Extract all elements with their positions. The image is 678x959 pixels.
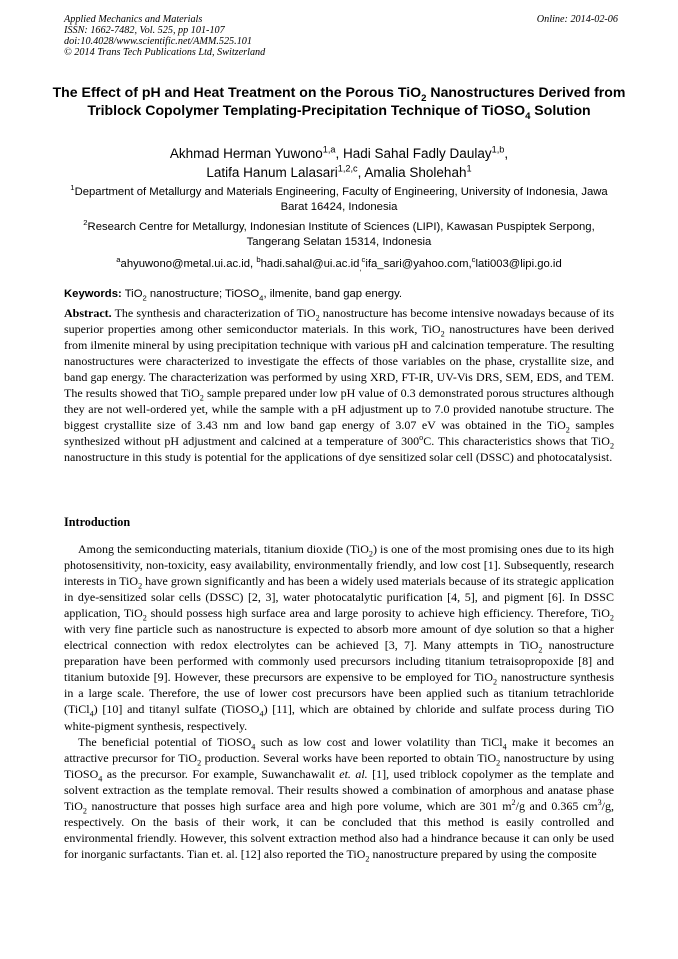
affiliation-1: $^1$Department of Metallurgy and Materials Engineering, Faculty of Engineering, University of Indonesia, Jawa Barat 16424, Indonesia (70, 183, 608, 213)
keywords-label: Keywords: (64, 288, 122, 300)
paragraph: Among the semiconducting materials, titanium dioxide (TiO$_2$) is one of the most promising ones due to its high photosensitivity, non-toxicity, easy availability, environmentally friendly, and low cost [1]. Subsequently, research interests in TiO$_2$ have grown significantly and has been a widely used materials because of its strategic application in dye-sensitized solar cells (DSSC) [2, 3], water photocatalytic purification [4, 5], and pigment [6]. In DSSC application, TiO$_2$ should possess high surface area and large porosity to achieve high efficiency. Therefore, TiO$_2$ with very fine particle such as nanostructure is expected to absorb more amount of dye solution so that a higher electrical connection with redox electrolytes can be achieved [3, 7]. Many attempts in TiO$_2$ nanostructure preparation have been performed with commonly used precursors including titanium tetraisopropoxide [8] and titanium butoxide [9]. However, these precursors are expensive to be employed for TiO$_2$ nanostructure synthesis in a large scale. Therefore, the use of lower cost precursors have been applied such as titanium tetrachloride (TiCl$_4$) [10] and titanyl sulfate (TiOSO$_4$) [11], which are obtained by chloride and sulfate process during TiO white-pigment synthesis, respectively. (64, 542, 615, 733)
online-date: Online: 2014-02-06 (536, 14, 618, 25)
issn-line: ISSN: 1662-7482, Vol. 525, pp 101-107 (64, 25, 225, 36)
email-link[interactable]: ahyuwono@metal.ui.ac.id, (120, 258, 257, 270)
author-name: Akhmad Herman Yuwono (169, 146, 323, 161)
section-heading-introduction: Introduction (64, 515, 131, 529)
abstract-label: Abstract. (64, 306, 112, 320)
copyright-line: © 2014 Trans Tech Publications Ltd, Switzerland (64, 47, 266, 58)
author-name: Hadi Sahal Fadly Daulay (343, 146, 492, 161)
author-name: Amalia Sholehah (364, 165, 467, 180)
author-emails: $^a$ahyuwono@metal.ui.ac.id, $^bhadi.sahal@ui.ac.id_,^cifa\_sari@yahoo.com,^clati003@lipi.go.id$ (116, 255, 562, 273)
paper-title: The Effect of pH and Heat Treatment on the Porous TiO$_2$ Nanostructures Derived from Triblock Copolymer Templating-Precipitation Technique of TiOSO$_4$ Solution (52, 84, 626, 122)
doi-line: doi:10.4028/www.scientific.net/AMM.525.101 (64, 36, 252, 47)
journal-name: Applied Mechanics and Materials (64, 14, 203, 25)
journal-header (64, 14, 618, 58)
affiliation-2: $^2$Research Centre for Metallurgy, Indonesian Institute of Sciences (LIPI), Kawasan Puspiptek Serpong, Tangerang Selatan 15314, Indonesia (83, 218, 595, 248)
abstract: Abstract. The synthesis and characterization of TiO$_2$ nanostructure has become intensive nowadays because of its superior properties among other semiconductor materials. In this work, TiO$_2$ nanostructures have been derived from ilmenite mineral by using precipitation technique with various pH and calcination temperature. The resulting nanostructures were characterized to investigate the effects of those variables on the phase, crystallite size, and band gap energy. The characterization was performed by using XRD, FT-IR, UV-Vis DRS, SEM, EDS, and TEM. The results showed that TiO$_2$ sample prepared under low pH value of 0.3 demonstrated porous structures although they are not well-ordered yet, while the sample with a pH adjustment up to 7.0 provided nanotube structure. The biggest crystallite size of 3.43 nm and low band gap energy of 3.07 eV was obtained in the TiO$_2$ samples synthesized without pH adjustment and calcined at a temperature of 300$^o$C. This characteristics shows that TiO$_2$ nanostructure in this study is potential for the applications of dye sensitized solar cell (DSSC) and photocatalysist. (64, 306, 615, 465)
author-list: Akhmad Herman Yuwono$^{1,a}$, Hadi Sahal Fadly Daulay$^{1,b}$, Latifa Hanum Lalasari$^{1,2,c}$, Amalia Sholehah$^1$ (169, 144, 509, 180)
paragraph: The beneficial potential of TiOSO$_4$ such as low cost and lower volatility than TiCl$_4$ make it becomes an attractive precursor for TiO$_2$ production. Several works have been reported to obtain TiO$_2$ nanostructure by using TiOSO$_4$ as the precursor. For example, Suwanchawalit et. al. [1], used triblock copolymer as the template and solvent extraction as the template removal. Their results showed a combination of amorphous and anatase phase TiO$_2$ nanostructure that posses high surface area and high pore volume, which are 301 $m^2/g$ and 0.365 $cm^3/g$, respectively. On the basis of their work, it can be concluded that this method is easily controlled and environmental friendly. However, this solvent extraction method also had a hindrance because it can only be used for inorganic surfactants. Tian et. al. [12] also reported the TiO$_2$ nanostructure prepared by using the composite (64, 734, 615, 864)
author-name: Latifa Hanum Lalasari (206, 165, 338, 180)
email-link[interactable]: ifa_sari@yahoo.com, (365, 258, 472, 270)
email-link[interactable]: lati003@lipi.go.id (475, 258, 562, 270)
email-link[interactable]: hadi.sahal@ui.ac.id (260, 258, 360, 270)
introduction-body (64, 541, 614, 862)
keywords: Keywords: TiO$_2$ nanostructure; TiOSO$_4$, ilmenite, band gap energy. (64, 288, 403, 303)
